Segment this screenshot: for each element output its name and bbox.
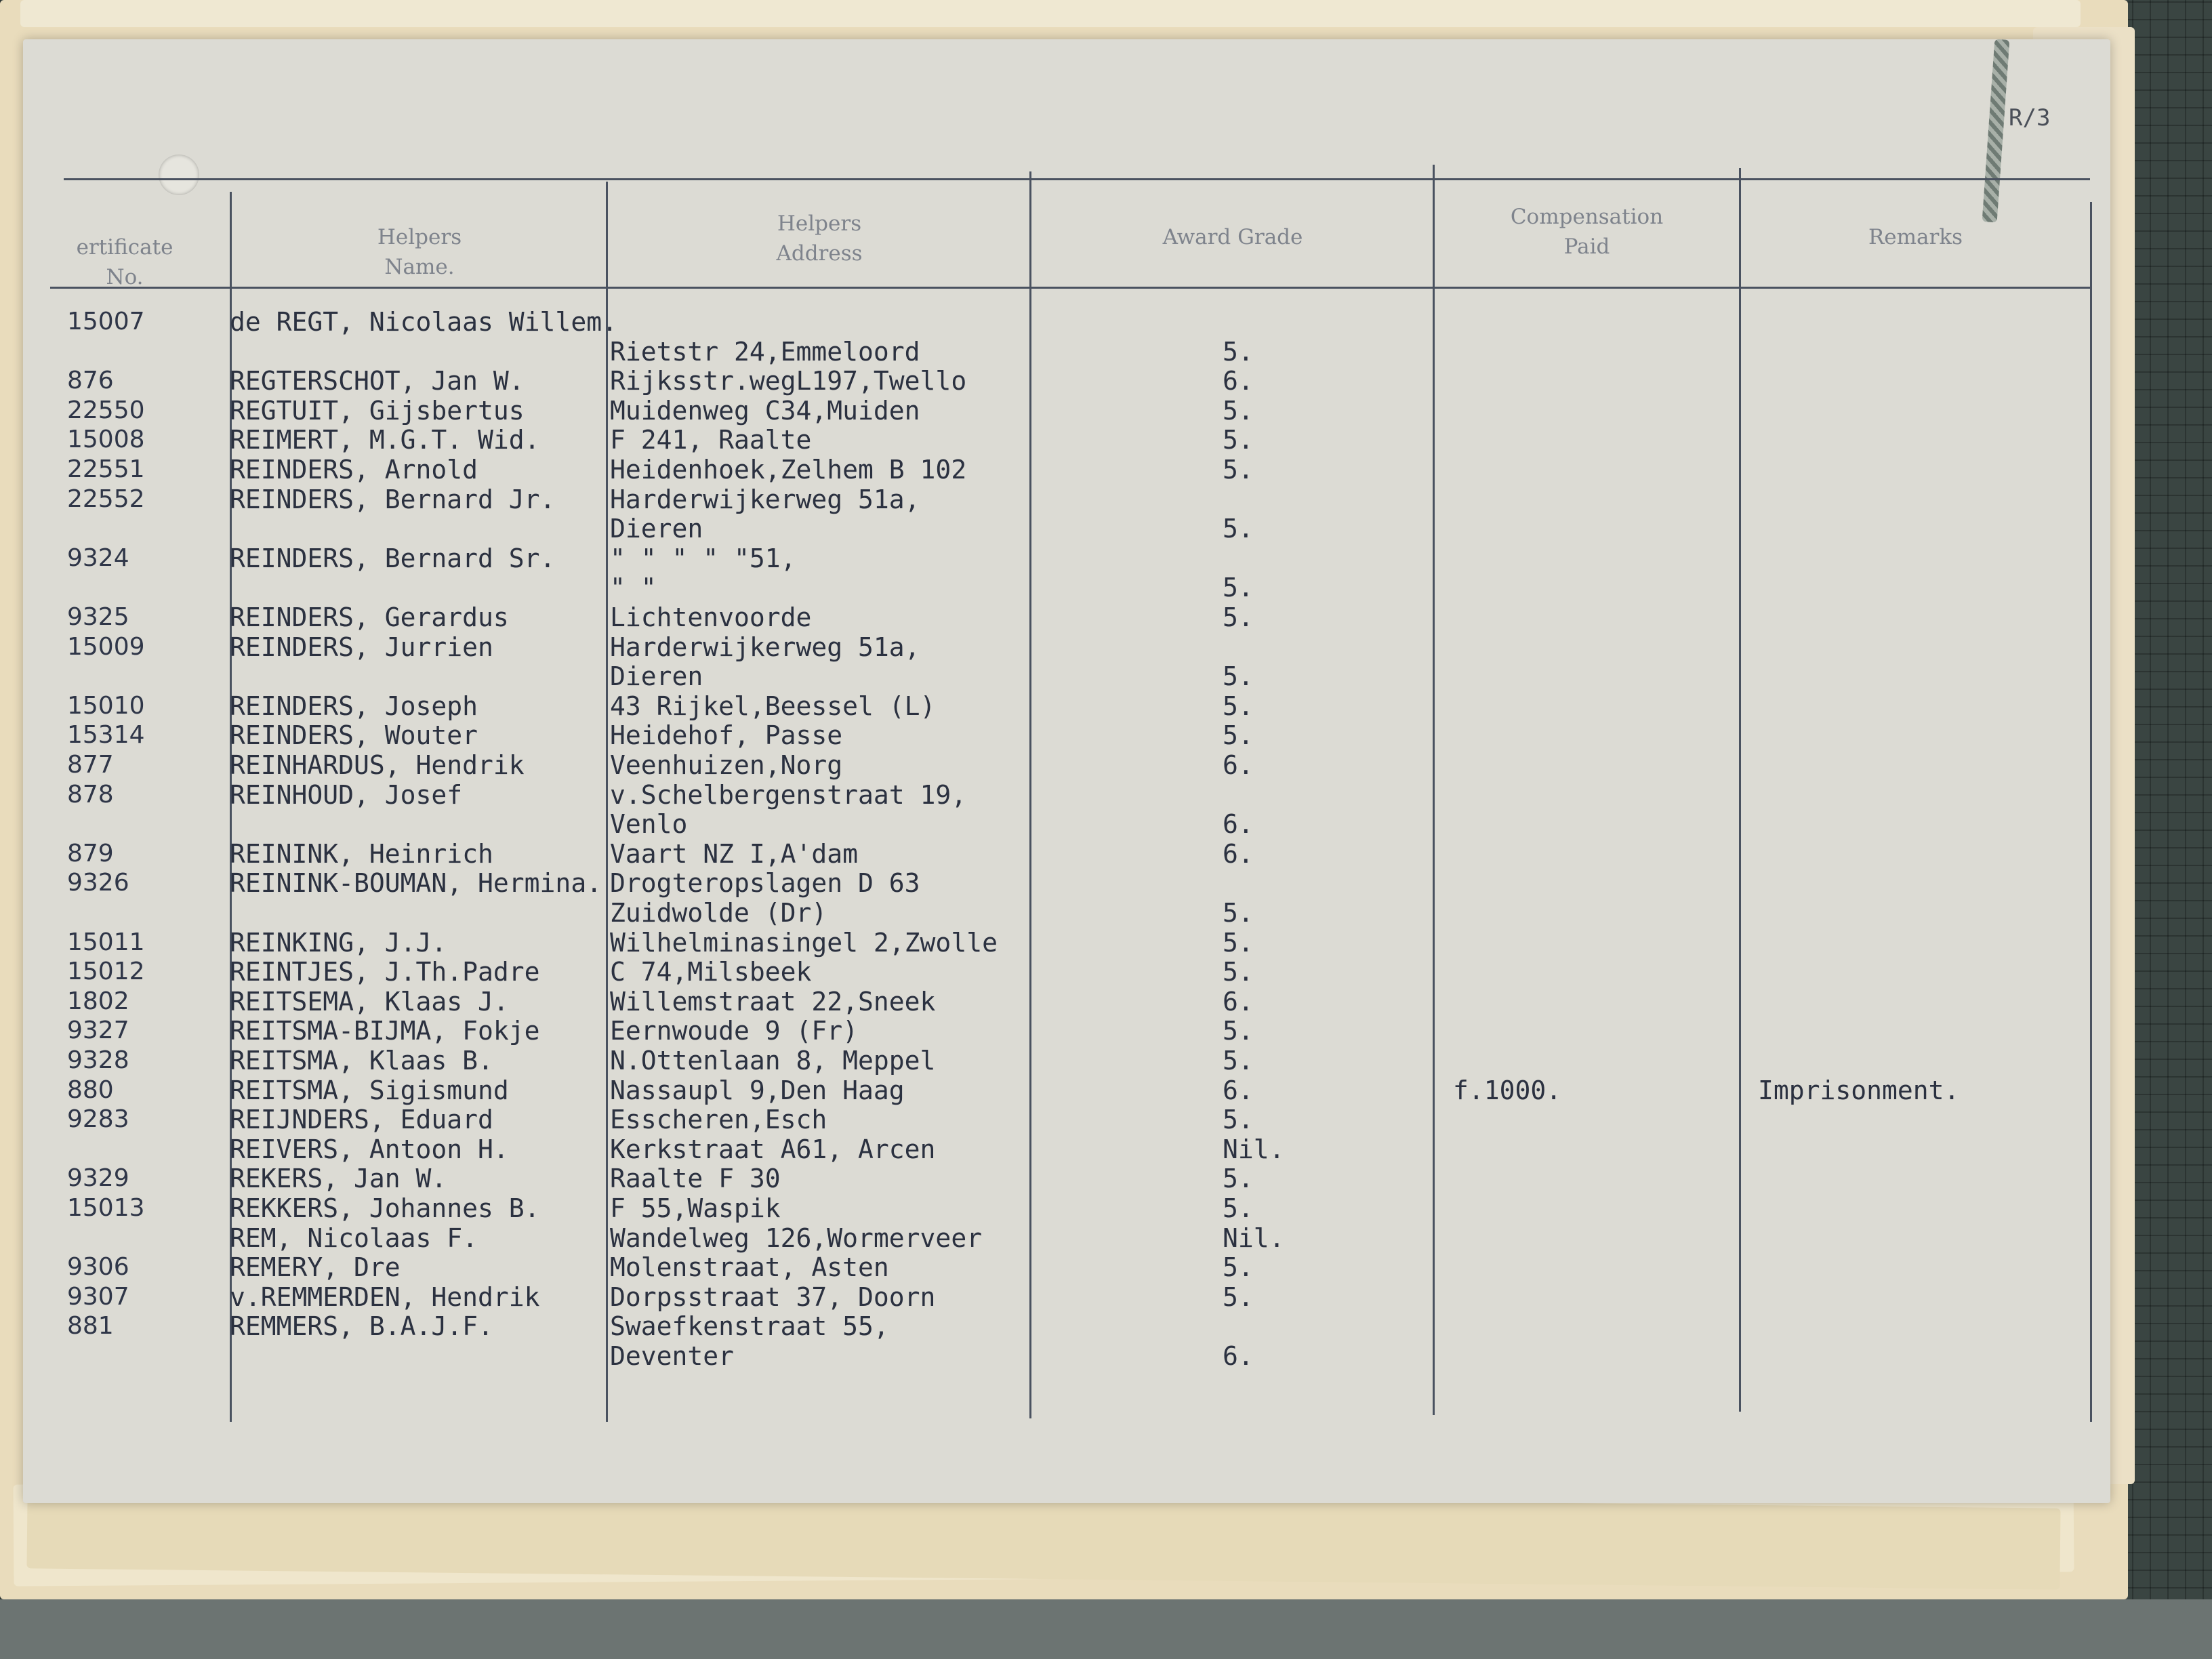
- certificate-number: 9329: [67, 1164, 129, 1193]
- helper-address: Deventer: [610, 1341, 735, 1371]
- record-sheet: [23, 39, 2110, 1503]
- certificate-number: 9327: [67, 1017, 129, 1045]
- helper-address: Eernwoude 9 (Fr): [610, 1016, 859, 1046]
- table-header-rule: [50, 287, 2090, 289]
- helper-address: N.Ottenlaan 8, Meppel: [610, 1046, 936, 1076]
- helper-address: Harderwijkerweg 51a,: [610, 484, 920, 514]
- award-grade: 6.: [1223, 809, 1254, 840]
- certificate-number: 1802: [67, 987, 129, 1015]
- helper-name: REIVERS, Antoon H.: [230, 1134, 509, 1164]
- award-grade: 5.: [1223, 602, 1254, 632]
- helper-address: Vaart NZ I,A'dam: [610, 838, 859, 869]
- award-grade: 5.: [1223, 661, 1254, 692]
- helper-name: REIMERT, M.G.T. Wid.: [230, 425, 540, 455]
- helper-name: REINHARDUS, Hendrik: [230, 750, 525, 780]
- helper-name: REMMERS, B.A.J.F.: [230, 1311, 493, 1342]
- award-grade: 5.: [1223, 898, 1254, 928]
- certificate-number: 15013: [67, 1194, 145, 1222]
- award-grade: 5.: [1223, 425, 1254, 455]
- certificate-number: 9325: [67, 603, 129, 631]
- helper-name: REINDERS, Arnold: [230, 455, 478, 485]
- certificate-number: 22550: [67, 396, 145, 424]
- helper-address: Heidenhoek,Zelhem B 102: [610, 455, 967, 485]
- column-divider: [1739, 168, 1741, 1412]
- helper-address: C 74,Milsbeek: [610, 957, 812, 987]
- award-grade: 5.: [1223, 395, 1254, 426]
- helper-address: Heidehof, Passe: [610, 720, 843, 751]
- certificate-number: 9324: [67, 544, 129, 572]
- helper-address: F 241, Raalte: [610, 425, 812, 455]
- helper-name: REITSMA, Sigismund: [230, 1075, 509, 1105]
- helper-address: v.Schelbergenstraat 19,: [610, 779, 967, 810]
- helper-address: Nassaupl 9,Den Haag: [610, 1075, 905, 1105]
- helper-name: REITSMA-BIJMA, Fokje: [230, 1016, 540, 1046]
- certificate-number: 22552: [67, 485, 145, 513]
- award-grade: 5.: [1223, 1046, 1254, 1076]
- award-grade: 5.: [1223, 957, 1254, 987]
- helper-name: REINTJES, J.Th.Padre: [230, 957, 540, 987]
- remarks-text: Imprisonment.: [1758, 1075, 1960, 1105]
- header-compensation-paid: Compensation Paid: [1510, 205, 1664, 259]
- helper-name: REININK, Heinrich: [230, 838, 493, 869]
- award-grade: 5.: [1223, 336, 1254, 367]
- helper-name: v.REMMERDEN, Hendrik: [230, 1282, 540, 1312]
- certificate-number: 881: [67, 1312, 114, 1340]
- certificate-number: 9283: [67, 1105, 129, 1134]
- award-grade: 5.: [1223, 1193, 1254, 1223]
- helper-name: REINKING, J.J.: [230, 927, 447, 958]
- helper-name: REINDERS, Joseph: [230, 691, 478, 721]
- certificate-number: 22551: [67, 455, 145, 483]
- page-reference: R/3: [2009, 104, 2051, 131]
- helper-address: Raalte F 30: [610, 1164, 781, 1194]
- award-grade: 6.: [1223, 750, 1254, 780]
- helper-address: Veenhuizen,Norg: [610, 750, 843, 780]
- certificate-number: 15011: [67, 928, 145, 956]
- helper-address: Muidenweg C34,Muiden: [610, 395, 920, 426]
- helper-name: REININK-BOUMAN, Hermina.: [230, 868, 602, 899]
- helper-address: Dorpsstraat 37, Doorn: [610, 1282, 936, 1312]
- certificate-number: 879: [67, 839, 114, 867]
- table-top-rule: [64, 178, 2090, 180]
- binding-string: [1982, 39, 2010, 223]
- helper-name: REINDERS, Gerardus: [230, 602, 509, 632]
- punch-hole: [159, 155, 199, 195]
- helper-address: Dieren: [610, 514, 703, 544]
- compensation-paid: f.1000.: [1453, 1075, 1562, 1105]
- certificate-number: 15009: [67, 632, 145, 661]
- helper-name: REINHOUD, Josef: [230, 779, 463, 810]
- certificate-number: 9326: [67, 869, 129, 897]
- helper-name: de REGT, Nicolaas Willem.: [230, 307, 617, 337]
- award-grade: 5.: [1223, 1105, 1254, 1135]
- helper-address: Swaefkenstraat 55,: [610, 1311, 889, 1342]
- helper-address: Venlo: [610, 809, 688, 840]
- helper-address: Zuidwolde (Dr): [610, 898, 827, 928]
- award-grade: 5.: [1223, 720, 1254, 751]
- helper-name: REMERY, Dre: [230, 1252, 401, 1283]
- certificate-number: 9328: [67, 1046, 129, 1074]
- helper-address: 43 Rijkel,Beessel (L): [610, 691, 936, 721]
- helper-name: REKKERS, Johannes B.: [230, 1193, 540, 1223]
- helper-name: REGTUIT, Gijsbertus: [230, 395, 525, 426]
- helper-address: Willemstraat 22,Sneek: [610, 986, 936, 1017]
- award-grade: 5.: [1223, 691, 1254, 721]
- helper-name: REGTERSCHOT, Jan W.: [230, 366, 525, 396]
- helper-name: REM, Nicolaas F.: [230, 1223, 478, 1253]
- award-grade: 6.: [1223, 838, 1254, 869]
- certificate-number: 15008: [67, 426, 145, 454]
- certificate-number: 9306: [67, 1253, 129, 1282]
- helper-name: REITSEMA, Klaas J.: [230, 986, 509, 1017]
- helper-address: " " " " "51,: [610, 543, 796, 573]
- helper-name: REINDERS, Jurrien: [230, 632, 493, 662]
- helper-name: REIJNDERS, Eduard: [230, 1105, 493, 1135]
- header-remarks: Remarks: [1868, 225, 1963, 249]
- award-grade: 5.: [1223, 1282, 1254, 1312]
- certificate-number: 878: [67, 780, 114, 808]
- helper-address: Kerkstraat A61, Arcen: [610, 1134, 936, 1164]
- award-grade: 5.: [1223, 455, 1254, 485]
- certificate-number: 877: [67, 751, 114, 779]
- certificate-number: 15012: [67, 958, 145, 986]
- certificate-number: 9307: [67, 1282, 129, 1311]
- helper-address: Lichtenvoorde: [610, 602, 812, 632]
- helper-address: F 55,Waspik: [610, 1193, 781, 1223]
- column-divider: [1433, 165, 1435, 1415]
- helper-name: REINDERS, Bernard Sr.: [230, 543, 556, 573]
- column-divider: [2090, 202, 2092, 1422]
- certificate-number: 876: [67, 367, 114, 395]
- award-grade: 6.: [1223, 986, 1254, 1017]
- helper-address: Wilhelminasingel 2,Zwolle: [610, 927, 998, 958]
- award-grade: 5.: [1223, 1164, 1254, 1194]
- certificate-number: 15314: [67, 721, 145, 750]
- certificate-number: 15010: [67, 691, 145, 720]
- award-grade: 5.: [1223, 1016, 1254, 1046]
- helper-address: Rietstr 24,Emmeloord: [610, 336, 920, 367]
- helper-name: REINDERS, Bernard Jr.: [230, 484, 556, 514]
- helper-name: REKERS, Jan W.: [230, 1164, 447, 1194]
- helper-name: REINDERS, Wouter: [230, 720, 478, 751]
- award-grade: Nil.: [1223, 1223, 1285, 1253]
- column-divider: [606, 182, 608, 1422]
- award-grade: 6.: [1223, 1075, 1254, 1105]
- header-helpers-address: Helpers Address: [776, 211, 863, 266]
- column-divider: [1029, 171, 1031, 1418]
- helper-address: Dieren: [610, 661, 703, 692]
- header-award-grade: Award Grade: [1162, 225, 1303, 249]
- award-grade: Nil.: [1223, 1134, 1285, 1164]
- top-sheet-edge: [20, 0, 2081, 27]
- helper-address: " ": [610, 573, 657, 603]
- cutting-mat: [0, 1599, 2212, 1659]
- helper-address: Wandelweg 126,Wormerveer: [610, 1223, 983, 1253]
- header-helpers-name: Helpers Name.: [377, 225, 462, 279]
- award-grade: 5.: [1223, 927, 1254, 958]
- award-grade: 6.: [1223, 366, 1254, 396]
- header-certificate-no: ertificate No.: [76, 235, 173, 289]
- helper-address: Esscheren,Esch: [610, 1105, 827, 1135]
- helper-address: Molenstraat, Asten: [610, 1252, 889, 1283]
- certificate-number: 880: [67, 1076, 114, 1104]
- award-grade: 5.: [1223, 573, 1254, 603]
- helper-address: Drogteropslagen D 63: [610, 868, 920, 899]
- award-grade: 6.: [1223, 1341, 1254, 1371]
- certificate-number: 15007: [67, 308, 145, 335]
- award-grade: 5.: [1223, 514, 1254, 544]
- helper-name: REITSMA, Klaas B.: [230, 1046, 493, 1076]
- award-grade: 5.: [1223, 1252, 1254, 1283]
- helper-address: Rijksstr.wegL197,Twello: [610, 366, 967, 396]
- helper-address: Harderwijkerweg 51a,: [610, 632, 920, 662]
